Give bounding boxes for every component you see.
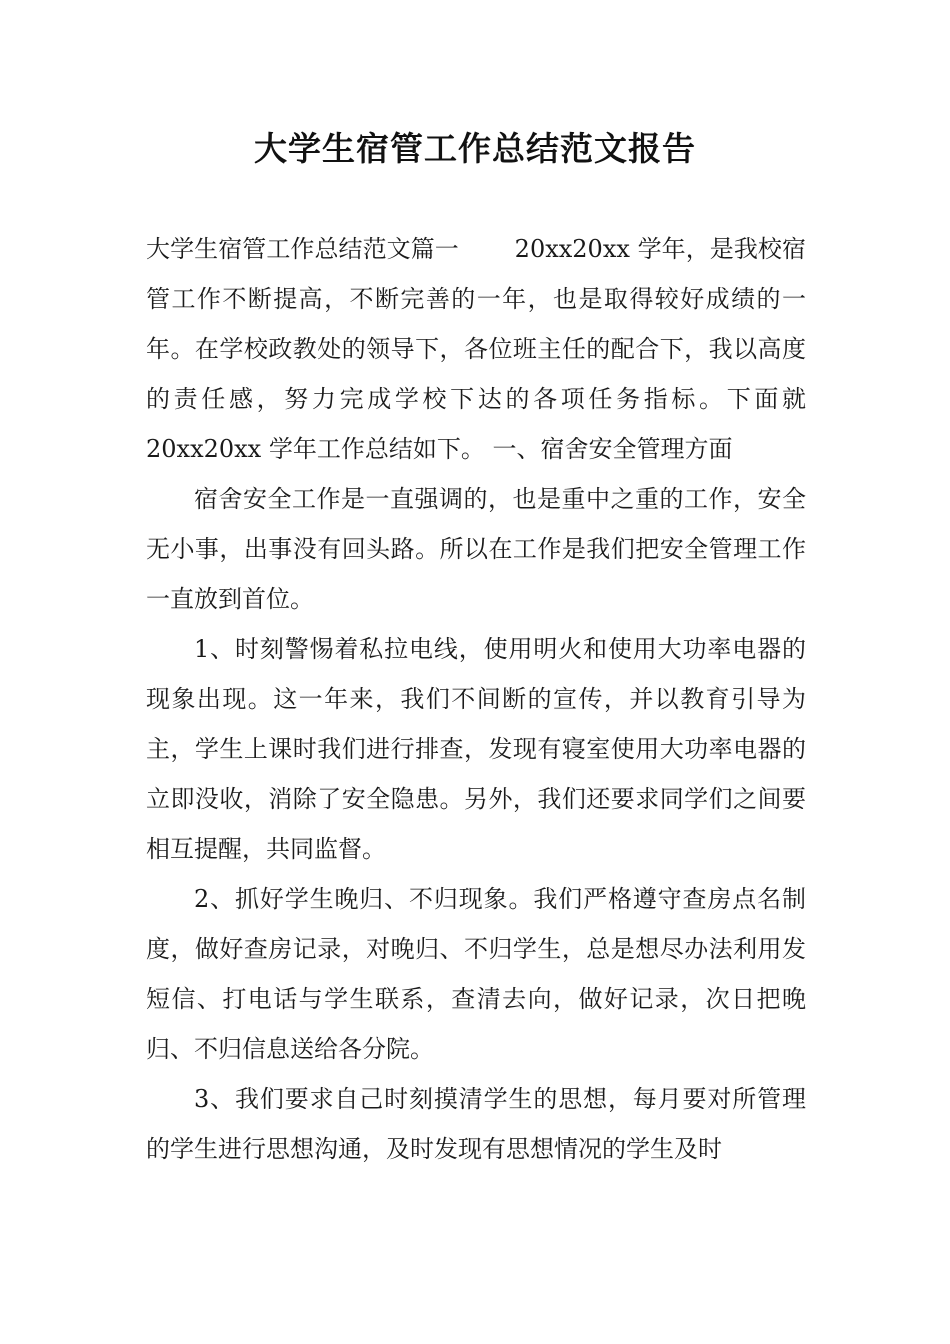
paragraph-safety: 宿舍安全工作是一直强调的，也是重中之重的工作，安全无小事，出事没有回头路。所以在工作是我们把安全管理工作一直放到首位。: [146, 485, 806, 613]
paragraph-intro: 大学生宿管工作总结范文篇一 20xx20xx 学年，是我校宿管工作不断提高，不断完善的一年，也是取得较好成绩的一年。在学校政教处的领导下，各位班主任的配合下，我以高度的责任感，努力完成学校下达的各项任务指标。下面就 20xx20xx 学年工作总结如下。 一、宿舍安全管理方面: [146, 235, 806, 463]
document-body: [146, 224, 806, 1174]
document-title: 大学生宿管工作总结范文报告: [254, 129, 696, 168]
paragraph-item-2: 2、抓好学生晚归、不归现象。我们严格遵守查房点名制度，做好查房记录，对晚归、不归学生，总是想尽办法利用发短信、打电话与学生联系，查清去向，做好记录，次日把晚归、不归信息送给各分院。: [146, 885, 806, 1063]
paragraph-item-1: 1、时刻警惕着私拉电线，使用明火和使用大功率电器的现象出现。这一年来，我们不间断的宣传，并以教育引导为主，学生上课时我们进行排查，发现有寝室使用大功率电器的立即没收，消除了安全隐患。另外，我们还要求同学们之间要相互提醒，共同监督。: [146, 635, 806, 863]
paragraph-item-3: 3、我们要求自己时刻摸清学生的思想，每月要对所管理的学生进行思想沟通，及时发现有思想情况的学生及时: [146, 1085, 806, 1163]
